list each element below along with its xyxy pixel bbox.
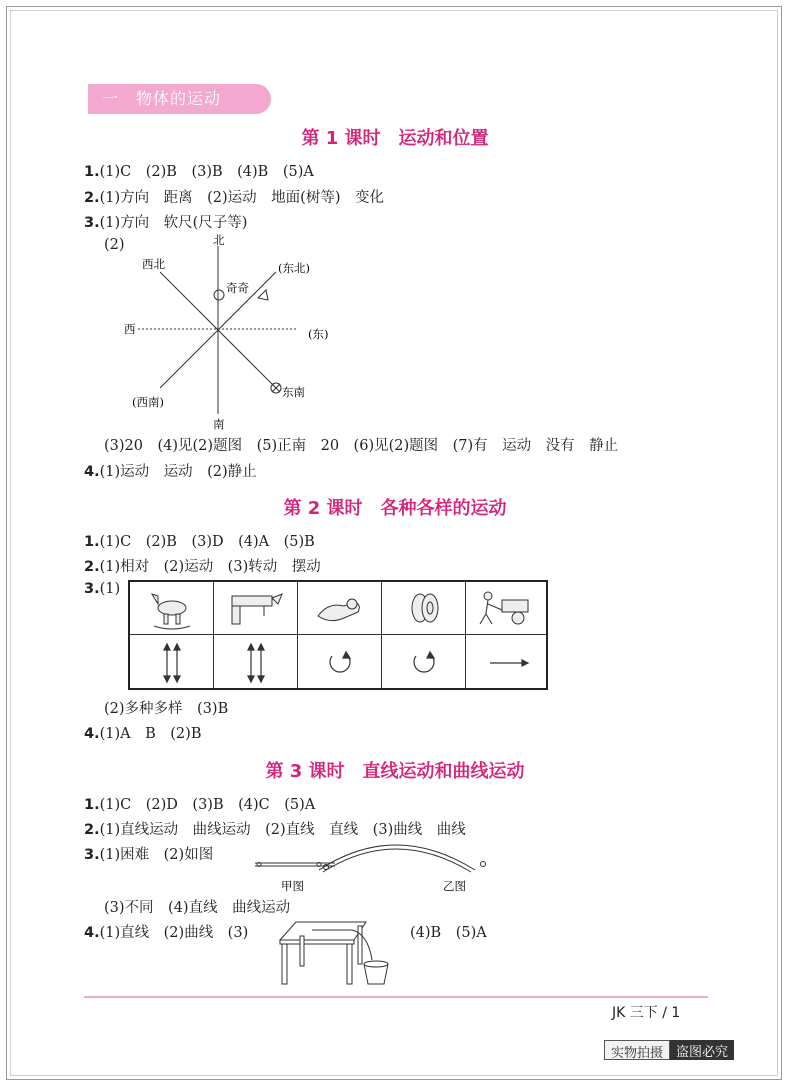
stamp-right: 盗图必究 <box>670 1040 734 1060</box>
stamp-left: 实物拍摄 <box>604 1040 670 1060</box>
motion-table <box>128 580 548 690</box>
compass-west: 西 <box>124 322 136 336</box>
l1-q3-sub2: (2) <box>104 237 125 253</box>
cart-pushing-icon <box>476 586 540 630</box>
lesson-1-title: 第 1 课时 运动和位置 <box>301 128 489 149</box>
page-number: JK 三下 / 1 <box>612 1005 681 1021</box>
yoyo-icon <box>392 586 456 630</box>
l2-q4: 4.(1)A B (2)B <box>84 726 202 742</box>
compass-diagram <box>110 232 370 432</box>
compass-southeast: 东南 <box>282 385 305 399</box>
l2-q3-label: 3.(1) <box>84 581 121 597</box>
l3-q3: 3.(1)困难 (2)如图 <box>84 847 214 863</box>
l1-q2: 2.(1)方向 距离 (2)运动 地面(树等) 变化 <box>84 190 385 206</box>
up-down-arrows-icon <box>224 640 288 686</box>
l3-q2: 2.(1)直线运动 曲线运动 (2)直线 直线 (3)曲线 曲线 <box>84 822 466 838</box>
l3-q1: 1.(1)C (2)D (3)B (4)C (5)A <box>84 797 316 813</box>
up-down-arrows-icon <box>140 640 204 686</box>
l1-q3-rest: (3)20 (4)见(2)题图 (5)正南 20 (6)见(2)题图 (7)有 运动 没有 静止 <box>104 438 619 454</box>
compass-northwest: 西北 <box>142 257 165 271</box>
sewing-machine-icon <box>224 586 288 630</box>
l3-q4-tail: (4)B (5)A <box>410 925 487 941</box>
compass-southwest: (西南) <box>132 395 164 409</box>
compass-north: 北 <box>213 233 225 247</box>
fig-a-label: 甲图 <box>281 879 304 893</box>
l2-q2: 2.(1)相对 (2)运动 (3)转动 摆动 <box>84 559 321 575</box>
footer-rule <box>84 996 708 998</box>
compass-northeast: (东北) <box>278 261 310 275</box>
rotation-arrow-icon <box>308 640 372 686</box>
watermark-stamp <box>604 1040 734 1060</box>
lesson-2-title: 第 2 课时 各种各样的运动 <box>283 498 507 519</box>
l2-q3-rest: (2)多种多样 (3)B <box>104 701 229 717</box>
rocking-horse-icon <box>140 586 204 630</box>
hand-spinner-icon <box>308 586 372 630</box>
l3-q3-rest: (3)不同 (4)直线 曲线运动 <box>104 900 291 916</box>
l1-q4: 4.(1)运动 运动 (2)静止 <box>84 464 257 480</box>
fig-b-label: 乙图 <box>443 879 466 893</box>
l1-q3: 3.(1)方向 软尺(尺子等) <box>84 215 248 231</box>
compass-east: (东) <box>308 327 329 341</box>
unit-banner: 一 物体的运动 <box>88 84 271 114</box>
lesson-3-title: 第 3 课时 直线运动和曲线运动 <box>265 761 525 782</box>
l3-q4: 4.(1)直线 (2)曲线 (3) <box>84 925 249 941</box>
compass-qiqi-label: 奇奇 <box>226 281 249 295</box>
l2-q1: 1.(1)C (2)B (3)D (4)A (5)B <box>84 534 315 550</box>
l1-q1: 1.(1)C (2)B (3)B (4)B (5)A <box>84 164 314 180</box>
rotation-arrow-icon <box>392 640 456 686</box>
right-arrow-icon <box>476 640 540 686</box>
compass-south: 南 <box>213 417 225 431</box>
path-figures <box>245 840 505 898</box>
table-bucket-figure <box>272 918 402 990</box>
